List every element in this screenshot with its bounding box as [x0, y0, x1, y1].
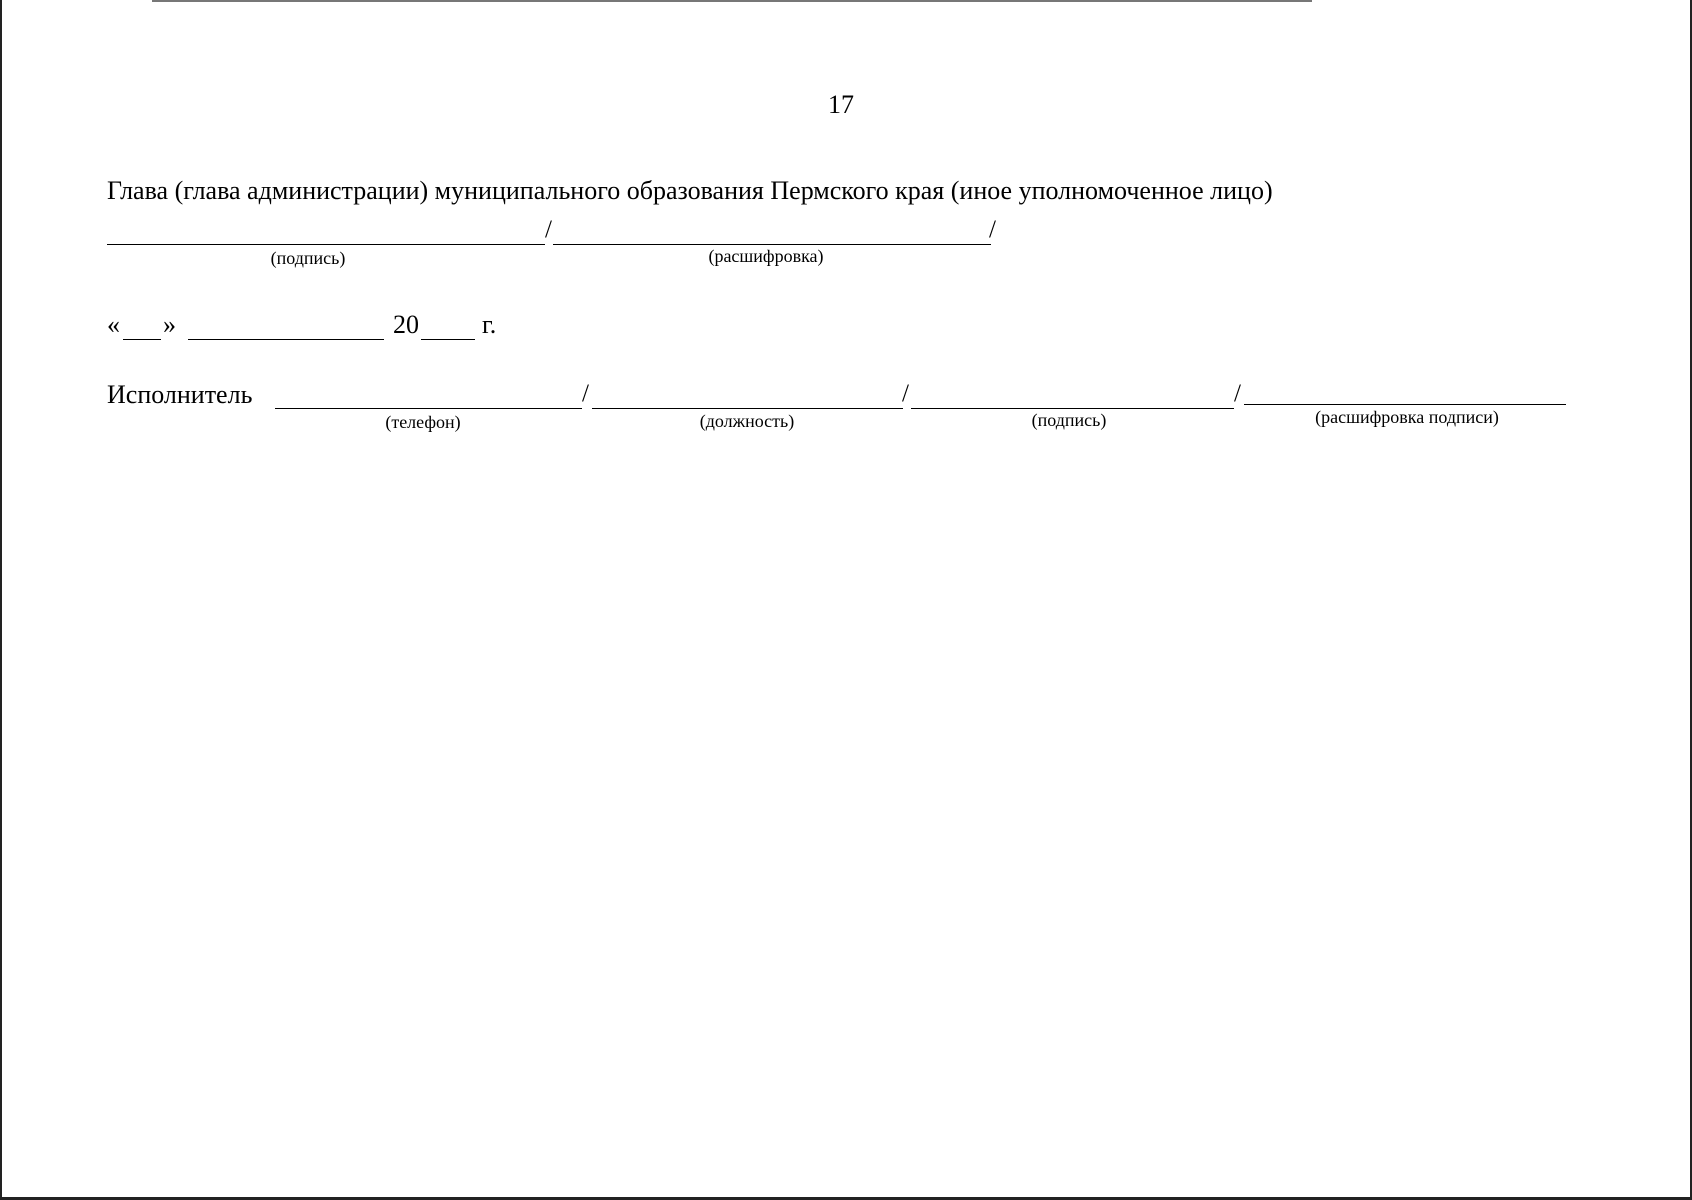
- executor-decoding-caption: (расшифровка подписи): [1315, 407, 1499, 427]
- head-slash-2: /: [989, 216, 996, 243]
- executor-signature-line[interactable]: [911, 408, 1234, 409]
- executor-position-line[interactable]: [592, 408, 903, 409]
- executor-slash-3: /: [1234, 380, 1241, 407]
- executor-signature-caption: (подпись): [1031, 410, 1107, 430]
- head-title: Глава (глава администрации) муниципального образования Пермского края (иное уполномоченное лицо): [107, 176, 1273, 205]
- date-close-quote: »: [163, 310, 176, 339]
- scan-edge: [152, 0, 1312, 2]
- executor-phone-caption: (телефон): [385, 412, 461, 432]
- head-signature-line[interactable]: [107, 244, 545, 245]
- date-year-line[interactable]: [421, 339, 475, 340]
- executor-label: Исполнитель: [107, 380, 253, 409]
- head-signature-caption: (подпись): [270, 248, 346, 268]
- executor-phone-line[interactable]: [275, 408, 582, 409]
- executor-slash-2: /: [902, 380, 909, 407]
- executor-decoding-line[interactable]: [1244, 404, 1566, 405]
- date-month-line[interactable]: [188, 339, 384, 340]
- date-day-line[interactable]: [123, 339, 161, 340]
- date-century: 20: [393, 310, 419, 339]
- date-year-suffix: г.: [482, 310, 497, 339]
- page-number: 17: [828, 90, 854, 119]
- head-decoding-line[interactable]: [553, 244, 991, 245]
- executor-position-caption: (должность): [699, 411, 795, 431]
- executor-slash-1: /: [582, 380, 589, 407]
- head-slash-1: /: [545, 216, 552, 243]
- date-open-quote: «: [107, 310, 120, 339]
- head-decoding-caption: (расшифровка): [708, 246, 824, 266]
